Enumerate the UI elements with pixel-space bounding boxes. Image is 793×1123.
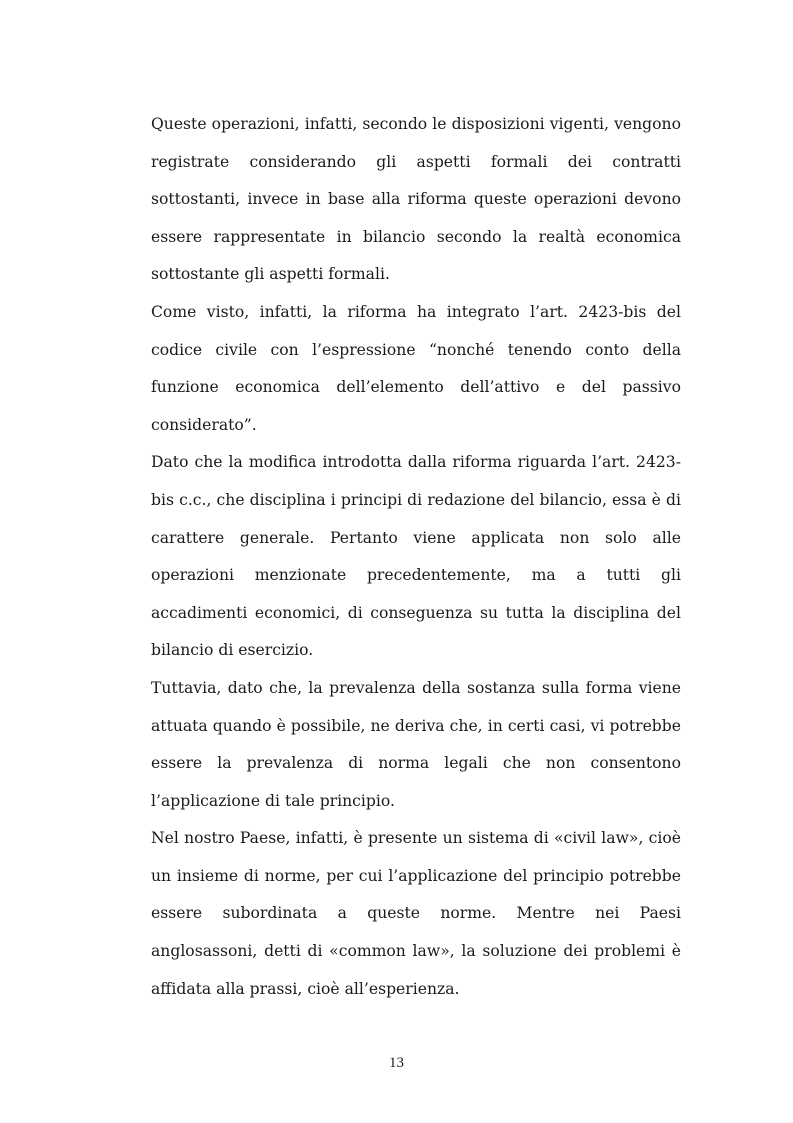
paragraph-5: Nel nostro Paese, infatti, è presente un sistema di «civil law», cioè un insieme di norme, per cui l’applicazione del principio potrebbe essere subordinata a queste norme. Mentre nei Paesi anglosassoni, detti di «common law», la soluzione dei problemi è affidata alla prassi, cioè all’esperienza. (151, 829, 681, 998)
paragraph-3: Dato che la modifica introdotta dalla riforma riguarda l’art. 2423-bis c.c., che disciplina i principi di redazione del bilancio, essa è di carattere generale. Pertanto viene applicata non solo alle operazioni menzionate precedentemente, ma a tutti gli accadimenti economici, di conseguenza su tutta la disciplina del bilancio di esercizio. (151, 453, 681, 660)
paragraph-4: Tuttavia, dato che, la prevalenza della sostanza sulla forma viene attuata quando è possibile, ne deriva che, in certi casi, vi potrebbe essere la prevalenza di norma legali che non consentono l’applicazione di tale principio. (151, 678, 681, 810)
body-text (151, 106, 681, 1008)
page-number: 13 (389, 1055, 404, 1071)
paragraph-1: Queste operazioni, infatti, secondo le disposizioni vigenti, vengono registrate considerando gli aspetti formali dei contratti sottostanti, invece in base alla riforma queste operazioni devono essere rappresentate in bilancio secondo la realtà economica sottostante gli aspetti formali. (151, 115, 681, 284)
paragraph-2: Come visto, infatti, la riforma ha integrato l’art. 2423-bis del codice civile con l’espressione “nonché tenendo conto della funzione economica dell’elemento dell’attivo e del passivo considerato”. (151, 302, 681, 434)
